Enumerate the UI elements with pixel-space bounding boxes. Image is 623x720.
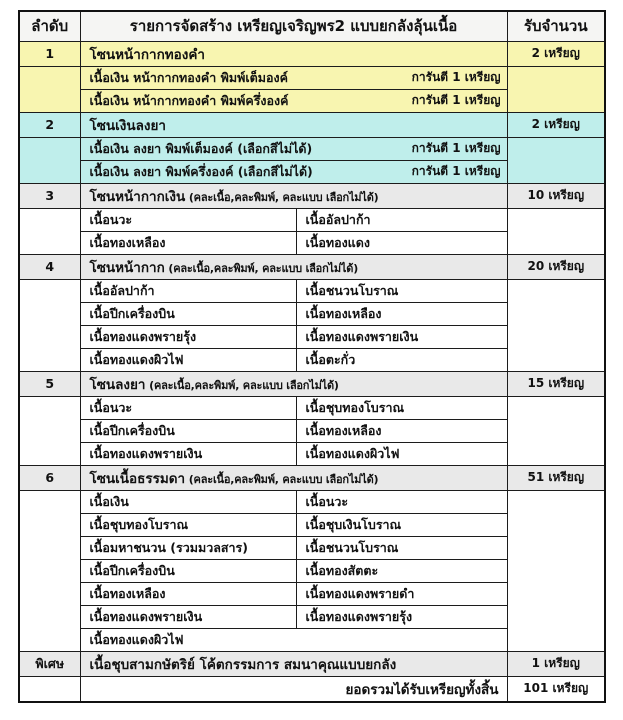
zone-title-text: โซนหน้ากากทองคำ xyxy=(89,46,205,63)
zone-title xyxy=(80,465,507,490)
total-amount: 101 เหรียญ xyxy=(507,676,605,702)
zone-amount: 15 เหรียญ xyxy=(507,371,605,396)
material-cell: เนื้อมหาชนวน (รวมมวลสาร) xyxy=(80,536,296,559)
zone-number: 4 xyxy=(19,254,80,279)
section-number-spacer xyxy=(19,490,80,651)
section-number-spacer xyxy=(19,66,80,112)
zone-amount: 10 เหรียญ xyxy=(507,183,605,208)
material-cell: เนื้อทองแดงพรายรุ้ง xyxy=(80,325,296,348)
material-cell: เนื้อทองเหลือง xyxy=(80,582,296,605)
guarantee-label: การันตี 1 เหรียญ xyxy=(411,164,501,178)
material-cell: เนื้อชุบทองโบราณ xyxy=(80,513,296,536)
total-label: ยอดรวมได้รับเหรียญทั้งสิ้น xyxy=(80,676,507,702)
material-row xyxy=(19,279,605,302)
zone-title xyxy=(80,651,507,676)
material-cell: เนื้ออัลปาก้า xyxy=(80,279,296,302)
material-row xyxy=(19,490,605,513)
material-cell: เนื้อทองเหลือง xyxy=(80,231,296,254)
zone-title xyxy=(80,371,507,396)
zone-note-text: (คละเนื้อ,คละพิมพ์, คละแบบ เลือกไม่ได้) xyxy=(164,261,359,275)
material-cell: เนื้ออัลปาก้า xyxy=(296,208,507,231)
section-amount-spacer xyxy=(507,137,605,183)
zone-row xyxy=(19,651,605,676)
material-cell: เนื้อตะกั่ว xyxy=(296,348,507,371)
guarantee-label: การันตี 1 เหรียญ xyxy=(411,93,501,107)
zone-amount: 2 เหรียญ xyxy=(507,41,605,66)
zone-title-text: โซนเงินลงยา xyxy=(89,117,166,134)
material-cell: เนื้อทองแดงผิวไฟ xyxy=(296,442,507,465)
material-cell: เนื้อทองแดงพรายเงิน xyxy=(80,605,296,628)
material-cell: เนื้อชุบทองโบราณ xyxy=(296,396,507,419)
table-body xyxy=(19,41,605,676)
zone-title xyxy=(80,112,507,137)
zone-row xyxy=(19,254,605,279)
material-cell xyxy=(80,137,507,160)
zone-number: 5 xyxy=(19,371,80,396)
zone-row xyxy=(19,183,605,208)
material-cell: เนื้อทองสัตตะ xyxy=(296,559,507,582)
section-number-spacer xyxy=(19,208,80,254)
material-row xyxy=(19,137,605,160)
section-number-spacer xyxy=(19,279,80,371)
material-label: เนื้อเงิน หน้ากากทองคำ พิมพ์ครึ่งองค์ xyxy=(89,92,289,108)
zone-row xyxy=(19,371,605,396)
section-amount-spacer xyxy=(507,279,605,371)
material-content xyxy=(90,91,501,111)
section-amount-spacer xyxy=(507,208,605,254)
material-cell xyxy=(80,160,507,183)
material-row xyxy=(19,396,605,419)
zone-title-text: เนื้อชุบสามกษัตริย์ โค้ตกรรมการ สมนาคุณแบบยกลัง xyxy=(89,656,397,673)
total-number-spacer xyxy=(19,676,80,702)
material-cell xyxy=(80,89,507,112)
material-label: เนื้อเงิน ลงยา พิมพ์เต็มองค์ (เลือกสีไม่ได้) xyxy=(89,140,313,156)
zone-number: 3 xyxy=(19,183,80,208)
guarantee-label: การันตี 1 เหรียญ xyxy=(411,70,501,84)
zone-note-text: (คละเนื้อ,คละพิมพ์, คละแบบ เลือกไม่ได้) xyxy=(145,378,339,392)
material-cell: เนื้อทองแดงพรายรุ้ง xyxy=(296,605,507,628)
material-content xyxy=(90,162,501,182)
zone-row xyxy=(19,465,605,490)
zone-amount: 2 เหรียญ xyxy=(507,112,605,137)
section-number-spacer xyxy=(19,396,80,465)
zone-row xyxy=(19,112,605,137)
material-cell: เนื้อนวะ xyxy=(80,396,296,419)
material-cell: เนื้อทองแดงพรายดำ xyxy=(296,582,507,605)
zone-note-text: (คละเนื้อ,คละพิมพ์, คละแบบ เลือกไม่ได้) xyxy=(185,190,379,204)
material-cell: เนื้อปีกเครื่องบิน xyxy=(80,559,296,582)
zone-number: 6 xyxy=(19,465,80,490)
section-number-spacer xyxy=(19,137,80,183)
material-cell: เนื้อเงิน xyxy=(80,490,296,513)
material-cell: เนื้อทองเหลือง xyxy=(296,419,507,442)
material-content xyxy=(90,630,501,650)
zone-number: พิเศษ xyxy=(19,651,80,676)
zone-title xyxy=(80,254,507,279)
zone-number: 1 xyxy=(19,41,80,66)
guarantee-label: การันตี 1 เหรียญ xyxy=(411,141,501,155)
zone-title-text: โซนลงยา xyxy=(89,376,146,393)
zone-amount: 20 เหรียญ xyxy=(507,254,605,279)
material-content xyxy=(90,139,501,159)
table-footer xyxy=(19,676,605,702)
material-cell: เนื้อทองแดง xyxy=(296,231,507,254)
zone-amount: 51 เหรียญ xyxy=(507,465,605,490)
material-cell: เนื้อชุบเงินโบราณ xyxy=(296,513,507,536)
header-col-items: รายการจัดสร้าง เหรียญเจริญพร2 แบบยกลังลุ้นเนื้อ xyxy=(80,11,507,41)
material-row xyxy=(19,66,605,89)
material-label: เนื้อเงิน ลงยา พิมพ์ครึ่งองค์ (เลือกสีไม่ได้) xyxy=(89,163,313,179)
material-cell: เนื้อปีกเครื่องบิน xyxy=(80,302,296,325)
material-row xyxy=(19,208,605,231)
zone-row xyxy=(19,41,605,66)
section-amount-spacer xyxy=(507,396,605,465)
total-row xyxy=(19,676,605,702)
zone-title xyxy=(80,183,507,208)
zone-amount: 1 เหรียญ xyxy=(507,651,605,676)
material-cell: เนื้อทองเหลือง xyxy=(296,302,507,325)
material-content xyxy=(90,68,501,88)
material-label: เนื้อเงิน หน้ากากทองคำ พิมพ์เต็มองค์ xyxy=(89,69,288,85)
zone-title-text: โซนหน้ากากเงิน xyxy=(89,188,186,205)
material-cell: เนื้อทองแดงพรายเงิน xyxy=(80,442,296,465)
material-cell: เนื้อนวะ xyxy=(296,490,507,513)
material-cell xyxy=(80,66,507,89)
material-cell: เนื้อทองแดงพรายเงิน xyxy=(296,325,507,348)
zone-title-text: โซนเนื้อธรรมดา xyxy=(89,470,186,487)
material-cell: เนื้อปีกเครื่องบิน xyxy=(80,419,296,442)
section-amount-spacer xyxy=(507,490,605,651)
material-cell: เนื้อชนวนโบราณ xyxy=(296,279,507,302)
section-amount-spacer xyxy=(507,66,605,112)
header-col-number: ลำดับ xyxy=(19,11,80,41)
zone-note-text: (คละเนื้อ,คละพิมพ์, คละแบบ เลือกไม่ได้) xyxy=(185,472,379,486)
zone-number: 2 xyxy=(19,112,80,137)
zone-title xyxy=(80,41,507,66)
material-cell: เนื้อทองแดงผิวไฟ xyxy=(80,348,296,371)
header-row xyxy=(19,11,605,41)
production-table xyxy=(18,10,606,703)
header-col-amount: รับจำนวน xyxy=(507,11,605,41)
material-cell xyxy=(80,628,507,651)
table-header xyxy=(19,11,605,41)
material-label: เนื้อทองแดงผิวไฟ xyxy=(89,631,184,647)
material-cell: เนื้อชนวนโบราณ xyxy=(296,536,507,559)
zone-title-text: โซนหน้ากาก xyxy=(89,259,165,276)
material-cell: เนื้อนวะ xyxy=(80,208,296,231)
